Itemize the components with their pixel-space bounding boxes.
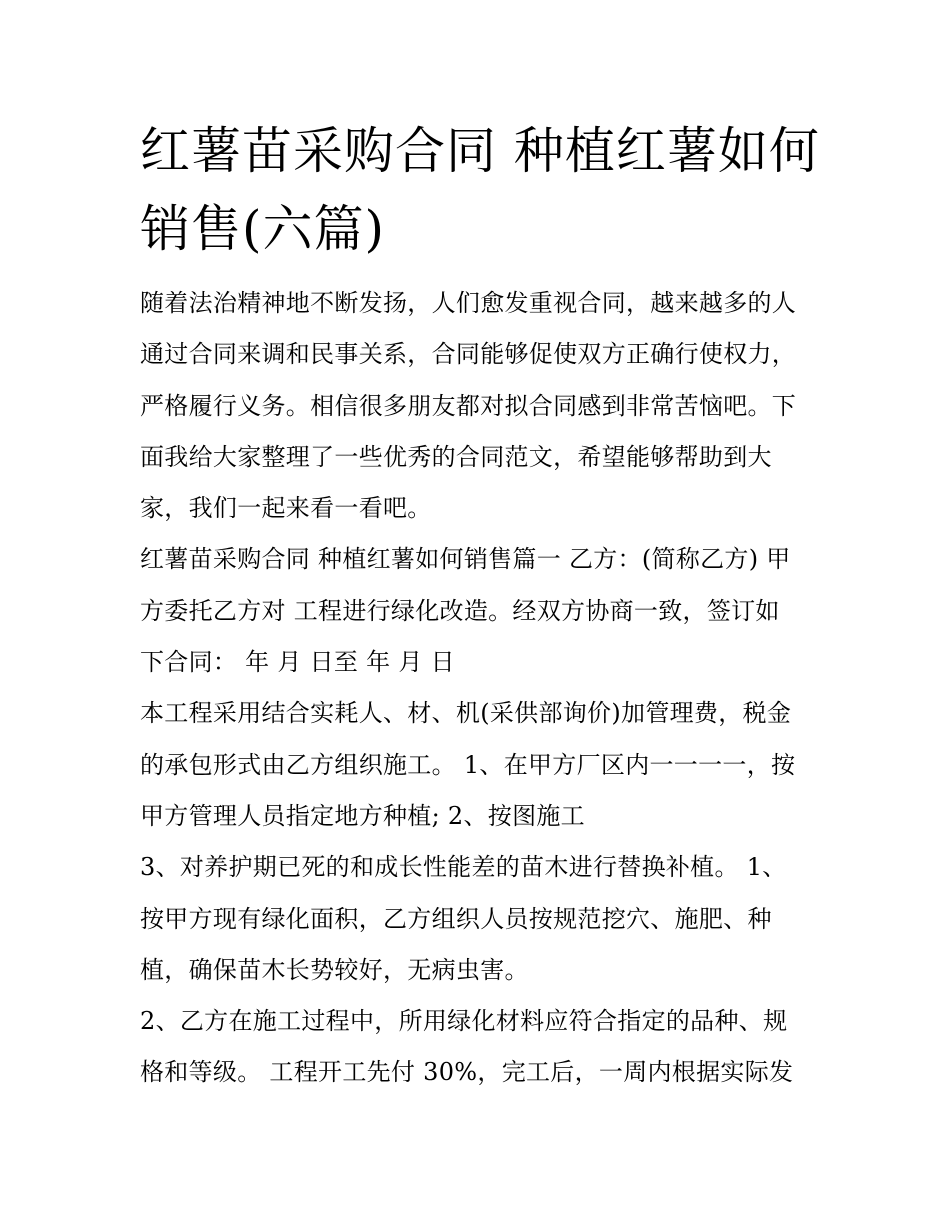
body-line: 下合同： 年 月 日至 年 月 日	[140, 648, 455, 677]
body-line: 按甲方现有绿化面积，乙方组织人员按规范挖穴、施肥、种	[140, 904, 772, 933]
body-line: 甲方管理人员指定地方种植; 2、按图施工	[140, 801, 585, 830]
body-line: 家，我们一起来看一看吧。	[140, 494, 432, 523]
body-line: 面我给大家整理了一些优秀的合同范文，希望能够帮助到大	[140, 442, 772, 471]
body-line: 红薯苗采购合同 种植红薯如何销售篇一 乙方：(简称乙方) 甲	[140, 545, 791, 574]
body-line: 植，确保苗木长势较好，无病虫害。	[140, 955, 529, 984]
body-line: 本工程采用结合实耗人、材、机(采供部询价)加管理费，税金	[140, 699, 792, 728]
document-body	[140, 278, 815, 1099]
title-line: 红薯苗采购合同 种植红薯如何	[140, 122, 820, 180]
body-line: 格和等级。 工程开工先付 30%，完工后，一周内根据实际发	[140, 1058, 794, 1087]
body-line: 通过合同来调和民事关系，合同能够促使双方正确行使权力，	[140, 340, 797, 369]
body-line: 2、乙方在施工过程中，所用绿化材料应符合指定的品种、规	[140, 1007, 788, 1036]
title-line: 销售(六篇)	[140, 200, 386, 258]
document-title	[140, 112, 830, 268]
body-line: 3、对养护期已死的和成长性能差的苗木进行替换补植。 1、	[140, 853, 787, 882]
body-line: 严格履行义务。相信很多朋友都对拟合同感到非常苦恼吧。下	[140, 391, 797, 420]
body-line: 方委托乙方对 工程进行绿化改造。经双方协商一致，签订如	[140, 596, 780, 625]
body-line: 的承包形式由乙方组织施工。 1、在甲方厂区内一一一一，按	[140, 750, 796, 779]
body-line: 随着法治精神地不断发扬，人们愈发重视合同，越来越多的人	[140, 289, 797, 317]
